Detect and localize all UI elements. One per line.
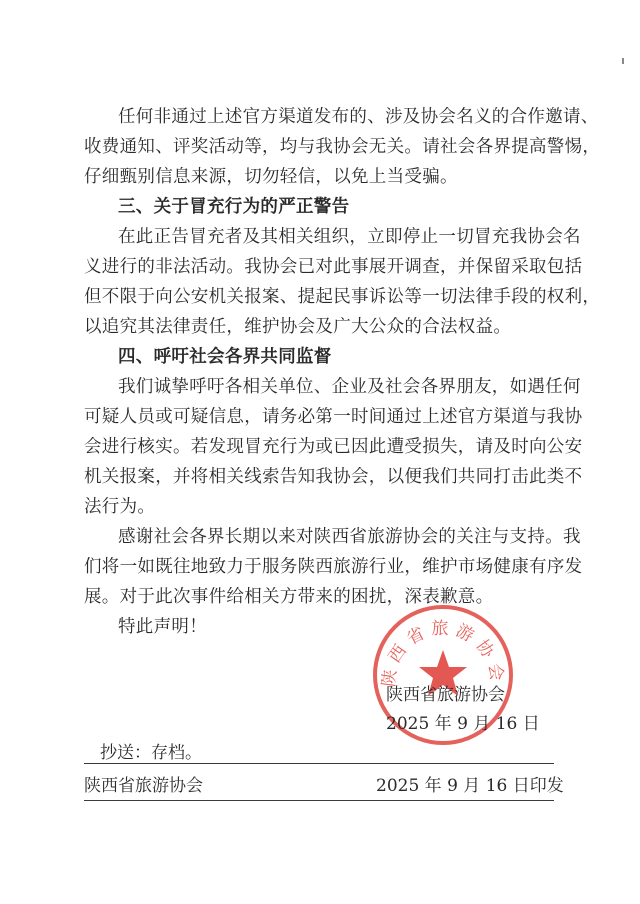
intro-line-1: 任何非通过上述官方渠道发布的、涉及协会名义的合作邀请、 (118, 107, 599, 127)
scan-mark (622, 58, 624, 64)
footer-rule-top (84, 763, 554, 764)
seal-text: 陕西省旅游协会 (379, 619, 507, 688)
intro-line-3: 仔细甄别信息来源，切勿轻信，以免上当受骗。 (84, 167, 458, 187)
section4-heading: 四、呼吁社会各界共同监督 (118, 347, 332, 367)
intro-line-2: 收费通知、评奖活动等，均与我协会无关。请社会各界提高警惕， (84, 137, 601, 157)
section4-line-3: 会进行核实。若发现冒充行为或已因此遭受损失，请及时向公安 (84, 437, 583, 457)
section3-line-2: 义进行的非法活动。我协会已对此事展开调查，并保留采取包括 (84, 257, 583, 277)
cc-line: 抄送：存档。 (100, 743, 202, 763)
signature-org: 陕西省旅游协会 (386, 685, 505, 705)
section4-line-4: 机关报案，并将相关线索告知我协会，以便我们共同打击此类不 (84, 467, 583, 487)
footer-issued: 2025 年 9 月 16 日印发 (376, 776, 564, 796)
section4-line-2: 可疑人员或可疑信息，请务必第一时间通过上述官方渠道与我协 (84, 407, 583, 427)
closing-statement: 特此声明！ (118, 617, 207, 637)
footer-rule-bottom (84, 800, 554, 801)
section3-line-4: 以追究其法律责任，维护协会及广大公众的合法权益。 (84, 317, 512, 337)
signature-date: 2025 年 9 月 16 日 (386, 714, 540, 734)
section4-line-1: 我们诚挚呼吁各相关单位、企业及社会各界朋友，如遇任何 (118, 377, 581, 397)
section3-line-3: 但不限于向公安机关报案、提起民事诉讼等一切法律手段的权利， (84, 287, 601, 307)
section3-line-1: 在此正告冒充者及其相关组织，立即停止一切冒充我协会名 (118, 227, 581, 247)
thanks-line-1: 感谢社会各界长期以来对陕西省旅游协会的关注与支持。我 (118, 527, 581, 547)
footer-org: 陕西省旅游协会 (84, 776, 203, 796)
section4-line-5: 法行为。 (84, 497, 156, 517)
section3-heading: 三、关于冒充行为的严正警告 (118, 197, 350, 217)
thanks-line-2: 们将一如既往地致力于服务陕西旅游行业，维护市场健康有序发 (84, 557, 583, 577)
thanks-line-3: 展。对于此次事件给相关方带来的困扰，深表歉意。 (84, 587, 494, 607)
